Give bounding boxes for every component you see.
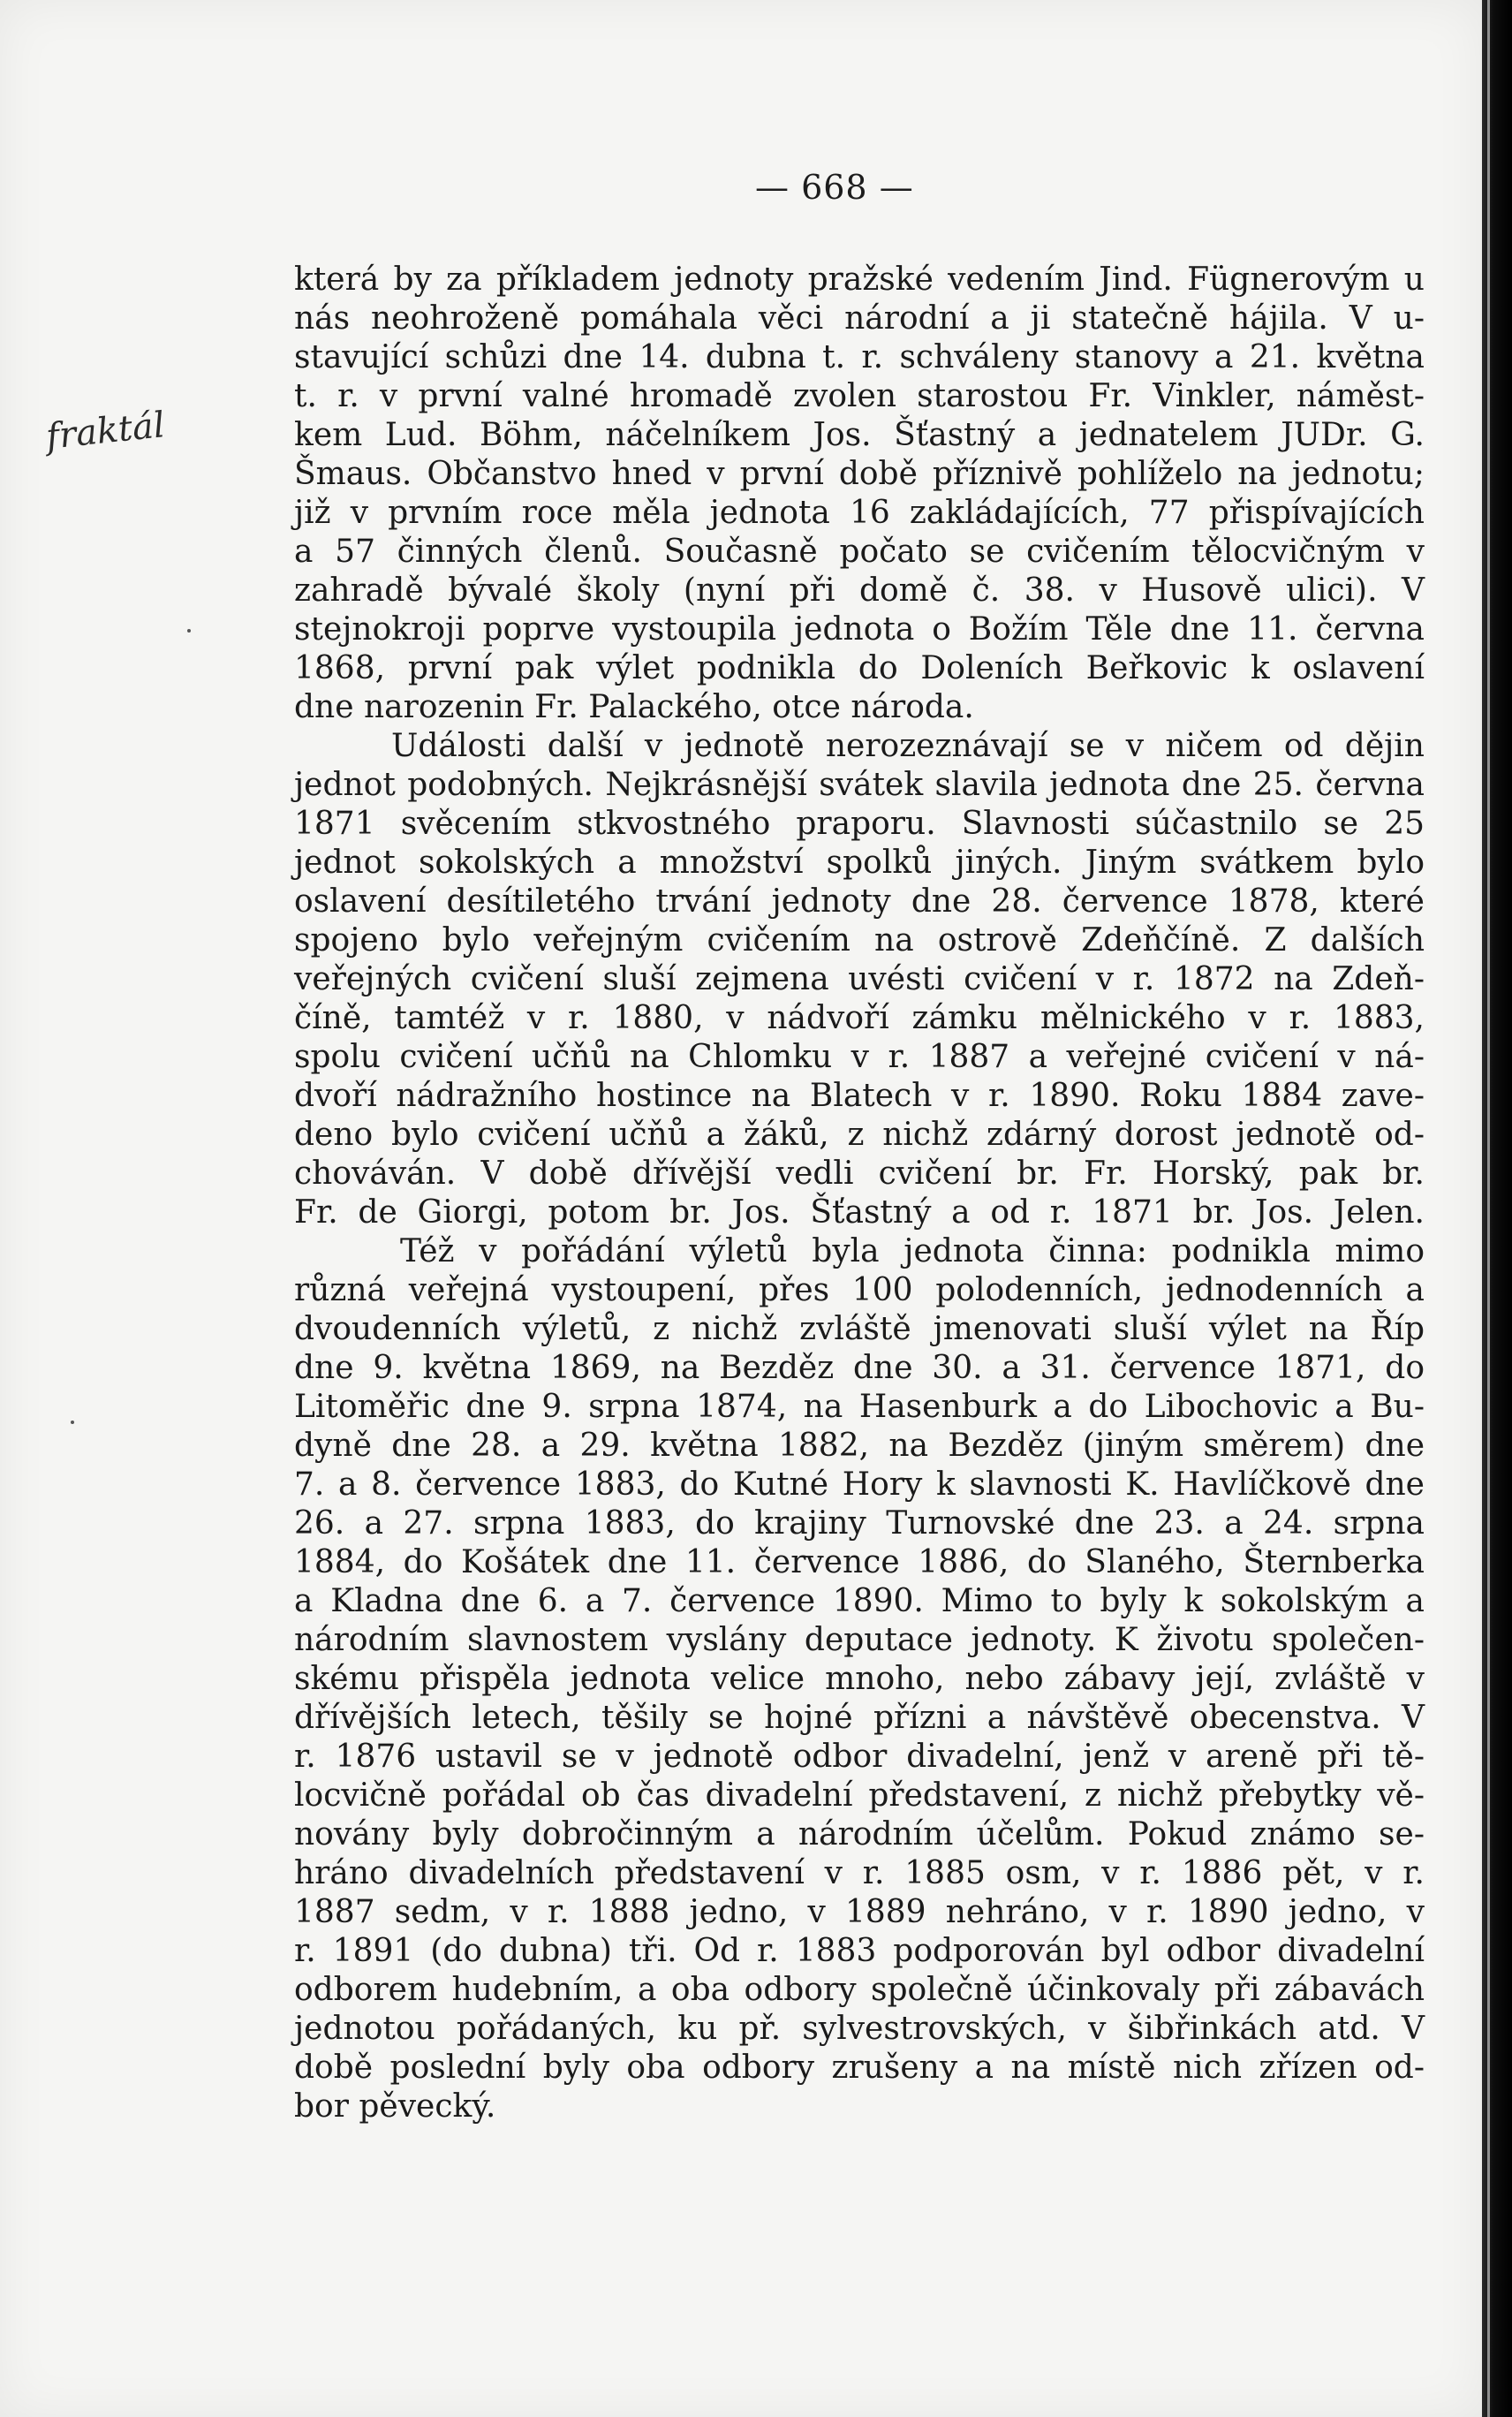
text-line: kem Lud. Böhm, náčelníkem Jos. Šťastný a jednatelem JUDr. G. [294,417,1425,453]
text-line: 1884, do Košátek dne 11. července 1886, do Slaného, Šternberka [294,1544,1425,1580]
handwritten-margin-note: fraktál [43,405,167,458]
text-line: nás neohroženě pomáhala věci národní a ji statečně hájila. V u- [294,300,1425,337]
ink-speck [71,1421,74,1424]
text-line: dne 9. května 1869, na Bezděz dne 30. a 31. července 1871, do [294,1350,1425,1386]
text-line: a 57 činných členů. Současně počato se cvičením tělocvičným v [294,534,1425,570]
text-line: která by za příkladem jednoty pražské vedením Jind. Fügnerovým u [294,261,1425,298]
text-line: novány byly dobročinným a národním účelům. Pokud známo se- [294,1816,1425,1853]
text-line: stavující schůzi dne 14. dubna t. r. schváleny stanovy a 21. května [294,339,1425,375]
text-line: zahradě bývalé školy (nyní při domě č. 38. v Husově ulici). V [294,572,1425,609]
text-line: spolu cvičení učňů na Chlomku v r. 1887 a veřejné cvičení v ná- [294,1039,1425,1075]
ink-speck [187,629,191,633]
text-line: Litoměřic dne 9. srpna 1874, na Hasenburk a do Libochovic a Bu- [294,1389,1425,1425]
page-binding-edge [1482,0,1512,2417]
body-text [294,261,1425,2126]
text-line: chováván. V době dřívější vedli cvičení br. Fr. Horský, pak br. [294,1155,1425,1192]
text-line: dne narozenin Fr. Palackého, otce národa. [294,689,974,725]
text-line: národním slavnostem vyslány deputace jednoty. K životu společen- [294,1622,1425,1658]
text-line: a Kladna dne 6. a 7. července 1890. Mimo to byly k sokolským a [294,1583,1425,1619]
text-line: r. 1876 ustavil se v jednotě odbor divadelní, jenž v areně při tě- [294,1739,1425,1775]
text-line: různá veřejná vystoupení, přes 100 polodenních, jednodenních a [294,1272,1425,1308]
text-line: dvoudenních výletů, z nichž zvláště jmenovati sluší výlet na Říp [294,1311,1425,1347]
text-line: stejnokroji poprve vystoupila jednota o Božím Těle dne 11. června [294,611,1425,648]
paragraph-start-line: Události další v jednotě nerozeznávají se v ničem od dějin [391,728,1425,764]
text-line: jednot podobných. Nejkrásnější svátek slavila jednota dne 25. června [294,767,1425,803]
text-line: číně, tamtéž v r. 1880, v nádvoří zámku mělnického v r. 1883, [294,1000,1425,1036]
text-line: bor pěvecký. [294,2088,496,2125]
text-line: 7. a 8. července 1883, do Kutné Hory k slavnosti K. Havlíčkově dne [294,1466,1425,1503]
text-line: jednotou pořádaných, ku př. sylvestrovských, v šibřinkách atd. V [294,2011,1425,2047]
paragraph-start-line: Též v pořádání výletů byla jednota činna: podnikla mimo [400,1233,1425,1269]
text-line: deno bylo cvičení učňů a žáků, z nichž zdárný dorost jednotě od- [294,1117,1425,1153]
text-line: odborem hudebním, a oba odbory společně účinkovaly při zábavách [294,1972,1425,2008]
text-line: locvičně pořádal ob čas divadelní představení, z nichž přebytky vě- [294,1777,1425,1814]
text-line: 26. a 27. srpna 1883, do krajiny Turnovské dne 23. a 24. srpna [294,1505,1425,1542]
text-line: dvoří nádražního hostince na Blatech v r. 1890. Roku 1884 zave- [294,1078,1425,1114]
text-line: oslavení desítiletého trvání jednoty dne 28. července 1878, které [294,883,1425,920]
text-line: 1868, první pak výlet podnikla do Doleních Beřkovic k oslavení [294,650,1425,686]
text-line: Fr. de Giorgi, potom br. Jos. Šťastný a od r. 1871 br. Jos. Jelen. [294,1194,1425,1231]
text-line: veřejných cvičení sluší zejmena uvésti cvičení v r. 1872 na Zdeň- [294,961,1425,997]
text-line: spojeno bylo veřejným cvičením na ostrově Zdeňčíně. Z dalších [294,922,1425,958]
text-line: skému přispěla jednota velice mnoho, nebo zábavy její, zvláště v [294,1661,1425,1697]
text-line: době poslední byly oba odbory zrušeny a na místě nich zřízen od- [294,2050,1425,2086]
text-line: jednot sokolských a množství spolků jiných. Jiným svátkem bylo [294,845,1425,881]
page-number: — 668 — [755,168,914,207]
text-line: r. 1891 (do dubna) tři. Od r. 1883 podporován byl odbor divadelní [294,1933,1425,1969]
text-line: již v prvním roce měla jednota 16 zakládajících, 77 přispívajících [294,495,1425,531]
text-line: 1887 sedm, v r. 1888 jedno, v 1889 nehráno, v r. 1890 jedno, v [294,1894,1425,1930]
text-line: dyně dne 28. a 29. května 1882, na Bezděz (jiným směrem) dne [294,1428,1425,1464]
text-line: dřívějších letech, těšily se hojné přízni a návštěvě obecenstva. V [294,1700,1425,1736]
text-line: 1871 svěcením stkvostného praporu. Slavnosti súčastnilo se 25 [294,806,1425,842]
text-line: t. r. v první valné hromadě zvolen starostou Fr. Vinkler, náměst- [294,378,1425,414]
text-line: hráno divadelních představení v r. 1885 osm, v r. 1886 pět, v r. [294,1855,1425,1891]
text-line: Šmaus. Občanstvo hned v první době příznivě pohlíželo na jednotu; [294,456,1425,492]
